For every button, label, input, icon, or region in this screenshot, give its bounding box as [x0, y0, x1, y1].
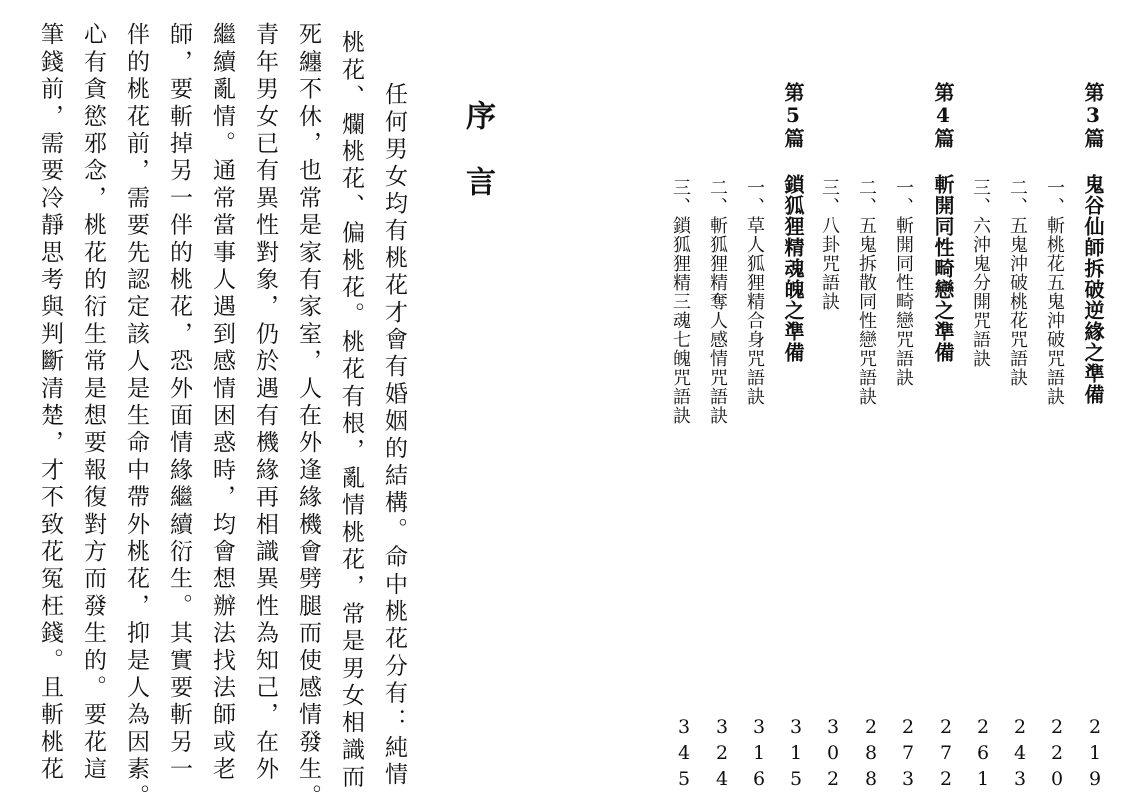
preface-column: 青年男女已有異性對象，仍於遇有機緣再相識異性為知己，在外 — [252, 22, 278, 784]
toc-section-3-item-2: 二、五鬼沖破桃花咒語訣 — [1007, 178, 1028, 387]
toc-section-5-item-3: 三、鎖狐狸精三魂七魄咒語訣 — [670, 178, 691, 425]
toc-page-number: 3 1 5 — [789, 716, 803, 790]
toc-page-number: 2 2 0 — [1050, 716, 1064, 790]
toc-page-number: 2 4 3 — [1013, 716, 1027, 790]
toc-section-4-title: 第4篇 斬開同性畸戀之準備 — [931, 82, 955, 363]
toc-page-number: 3 4 5 — [677, 716, 691, 790]
preface-column: 筆錢前，需要冷靜思考與判斷清楚，才不致花冤枉錢。且斬桃花 — [37, 22, 63, 784]
preface-column: 繼續亂情。通常當事人遇到感情困惑時，均會想辦法找法師或老 — [209, 22, 235, 784]
toc-section-4-item-3: 三、八卦咒語訣 — [819, 178, 840, 311]
preface-column: 桃花、爛桃花、偏桃花。桃花有根，亂情桃花，常是男女相識而 — [338, 30, 364, 792]
toc-section-4-item-1: 一、斬開同性畸戀咒語訣 — [893, 178, 914, 387]
toc-section-5-item-2: 二、斬狐狸精奪人感情咒語訣 — [707, 178, 728, 425]
toc-page-number: 2 6 1 — [976, 716, 990, 790]
toc-page-number: 2 1 9 — [1088, 716, 1102, 790]
toc-page-number: 2 8 8 — [864, 716, 878, 790]
toc-section-5-item-1: 一、草人狐狸精合身咒語訣 — [744, 178, 765, 406]
toc-section-3-item-3: 三、六沖鬼分開咒語訣 — [970, 178, 991, 368]
toc-section-4-item-2: 二、五鬼拆散同性戀咒語訣 — [856, 178, 877, 406]
preface-column: 死纏不休，也常是家有家室，人在外逢緣機會劈腿而使感情發生。 — [295, 22, 321, 811]
preface-column: 伴的桃花前，需要先認定該人是生命中帶外桃花，抑是人為因素。 — [123, 22, 149, 811]
toc-section-3-title: 第3篇 鬼谷仙師拆破逆緣之準備 — [1081, 82, 1105, 405]
toc-section-3-item-1: 一、斬桃花五鬼沖破咒語訣 — [1044, 178, 1065, 406]
toc-page-number: 3 0 2 — [826, 716, 840, 790]
preface-column: 師，要斬掉另一伴的桃花，恐外面情緣繼續衍生。其實要斬另一 — [166, 22, 192, 784]
preface-column: 任何男女均有桃花才會有婚姻的結構。命中桃花分有：純情 — [381, 82, 407, 790]
toc-page-number: 2 7 2 — [939, 716, 953, 790]
preface-column: 心有貪慾邪念，桃花的衍生常是想要報復對方而發生的。要花這 — [80, 22, 106, 784]
toc-page-number: 3 1 6 — [752, 716, 766, 790]
toc-page-number: 3 2 4 — [715, 716, 729, 790]
toc-page-number: 2 7 3 — [901, 716, 915, 790]
preface-title: 序言 — [460, 100, 495, 232]
toc-section-5-title: 第5篇 鎖狐狸精魂魄之準備 — [781, 82, 805, 363]
